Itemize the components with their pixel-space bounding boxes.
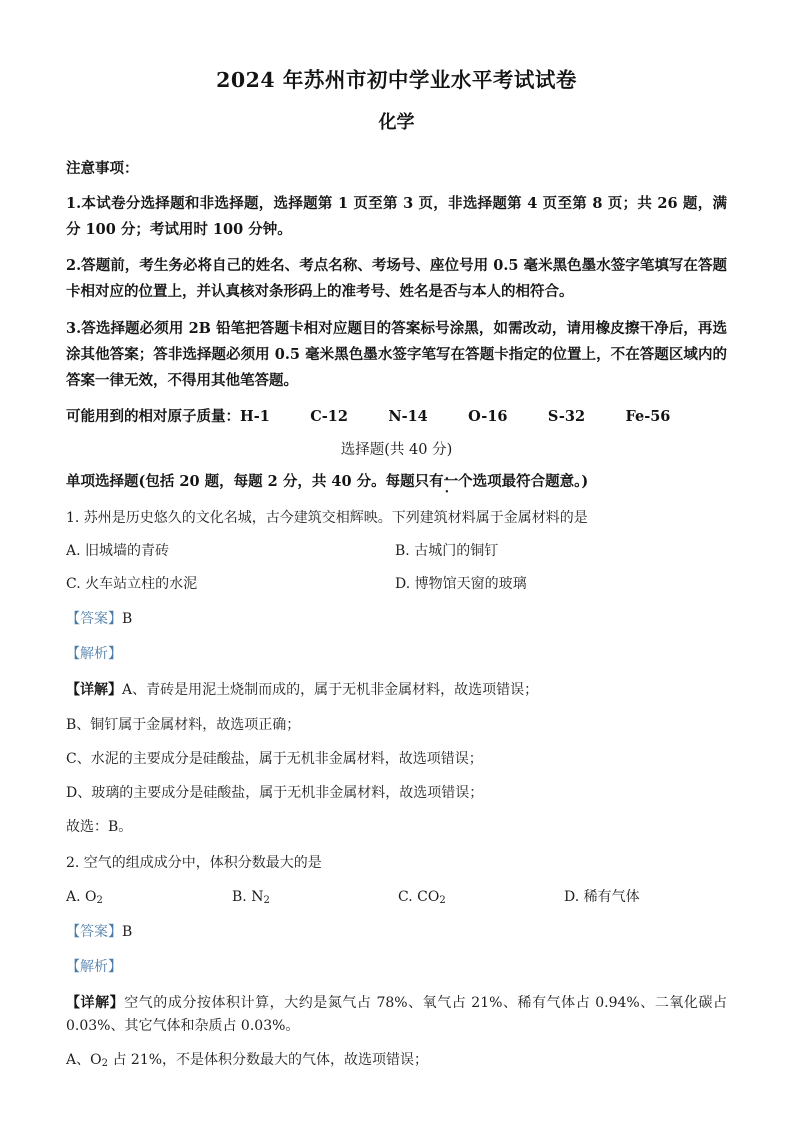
explanation-line: D、玻璃的主要成分是硅酸盐，属于无机非金属材料，故选项错误； — [66, 784, 484, 801]
detail-paragraph — [66, 665, 727, 702]
instruction-prefix: 单项选择题(包括 20 题，每题 2 分，共 40 分。每题只有 — [66, 473, 444, 491]
notice-item-1: 1.本试卷分选择题和非选择题，选择题第 1 页至第 3 页，非选择题第 4 页至第 8 页；共 26 题，满分 100 分；考试用时 100 分钟。 — [66, 194, 727, 238]
section-header: 选择题(共 40 分) — [340, 441, 453, 458]
page-content — [66, 0, 727, 1072]
question-stem: 1. 苏州是历史悠久的文化名城，古今建筑交相辉映。下列建筑材料属于金属材料的是 — [66, 510, 588, 527]
option-b[interactable] — [395, 541, 724, 562]
explanation-line: C、水泥的主要成分是硅酸盐，属于无机非金属材料，故选项错误； — [66, 750, 483, 767]
notice-item-3: 3.答选择题必须用 2B 铅笔把答题卡相对应题目的答案标号涂黑，如需改动，请用橡皮擦干净后，再选涂其他答案；答非选择题必须用 0.5 毫米黑色墨水签字笔写在答题卡指定的位置上，不在答题区域内的答案一律无效，不得用其他笔答题。 — [66, 320, 727, 389]
option-label: B. — [232, 888, 247, 905]
answer-marker: 【答案】 — [66, 611, 122, 628]
subject-title: 化学 — [378, 111, 415, 133]
explanation-line: 故选：B。 — [66, 818, 133, 835]
option-text: 火车站立柱的水泥 — [85, 576, 198, 593]
option-formula: O — [85, 888, 97, 905]
explanation-post: 占 21%，不是体积分数最大的气体，故选项错误； — [108, 1052, 429, 1069]
question-options-row — [66, 562, 727, 595]
answer-marker: 【答案】 — [66, 924, 122, 941]
explanation-subscript: 2 — [101, 1058, 109, 1070]
answer-line — [66, 908, 727, 943]
notice-heading: 注意事项： — [66, 160, 139, 178]
atomic-mass-values: H-1 C-12 N-14 O-16 S-32 Fe-56 — [240, 408, 671, 426]
option-text: 旧城墙的青砖 — [85, 543, 170, 560]
option-text: 稀有气体 — [583, 888, 640, 905]
answer-line — [66, 595, 727, 630]
option-label: A. — [66, 543, 81, 560]
answer-value: B — [122, 611, 133, 628]
option-c[interactable] — [398, 887, 564, 908]
detail-text: A、青砖是用泥土烧制而成的，属于无机非金属材料，故选项错误； — [122, 682, 539, 699]
option-formula: N — [251, 888, 264, 905]
section-instruction — [66, 461, 727, 493]
question-stem: 2. 空气的组成成分中，体积分数最大的是 — [66, 854, 322, 871]
detail-marker: 【详解】 — [66, 995, 125, 1012]
explanation-pre: A、O — [66, 1052, 102, 1069]
instruction-suffix: 项最符合题意。) — [487, 473, 589, 491]
notice-item-2: 2.答题前，考生务必将自己的姓名、考点名称、考场号、座位号用 0.5 毫米黑色墨水签字笔填写在答题卡相对应的位置上，并认真核对条形码上的准考号、姓名是否与本人的相符合。 — [66, 257, 727, 301]
analysis-line — [66, 630, 727, 665]
explanation-line: B、铜钉属于金属材料，故选项正确； — [66, 716, 301, 733]
analysis-line — [66, 943, 727, 978]
option-label: B. — [395, 543, 410, 560]
option-text: 博物馆天窗的玻璃 — [414, 576, 527, 593]
option-formula: CO — [417, 888, 440, 905]
option-label: C. — [398, 888, 413, 905]
option-a[interactable] — [66, 887, 232, 908]
option-label: D. — [564, 888, 580, 905]
detail-text: 空气的成分按体积计算，大约是氮气占 78%、氧气占 21%、稀有气体占 0.94%、二氧化碳占 0.03%、其它气体和杂质占 0.03%。 — [66, 995, 727, 1034]
instruction-emphasis: 一个选 · · · — [444, 473, 488, 490]
atomic-mass-label: 可能用到的相对原子质量： — [66, 408, 240, 426]
question-options-row — [66, 529, 727, 562]
option-c[interactable] — [66, 574, 395, 595]
answer-value: B — [122, 924, 133, 941]
question-options-row — [66, 874, 727, 908]
option-formula-subscript: 2 — [263, 895, 270, 907]
analysis-marker: 【解析】 — [66, 646, 122, 663]
option-a[interactable] — [66, 541, 395, 562]
option-label: D. — [395, 576, 411, 593]
detail-marker: 【详解】 — [66, 682, 122, 699]
option-label: A. — [66, 888, 81, 905]
detail-paragraph — [66, 978, 727, 1037]
atomic-mass-line — [66, 393, 727, 428]
option-formula-subscript: 2 — [439, 895, 446, 907]
option-label: C. — [66, 576, 81, 593]
option-b[interactable] — [232, 887, 398, 908]
explanation-line — [66, 1037, 727, 1071]
option-d[interactable] — [564, 887, 727, 908]
option-d[interactable] — [395, 574, 724, 595]
option-formula-subscript: 2 — [96, 895, 103, 907]
option-text: 古城门的铜钉 — [414, 543, 499, 560]
page-title: 2024 年苏州市初中学业水平考试试卷 — [216, 68, 577, 92]
analysis-marker: 【解析】 — [66, 959, 122, 976]
